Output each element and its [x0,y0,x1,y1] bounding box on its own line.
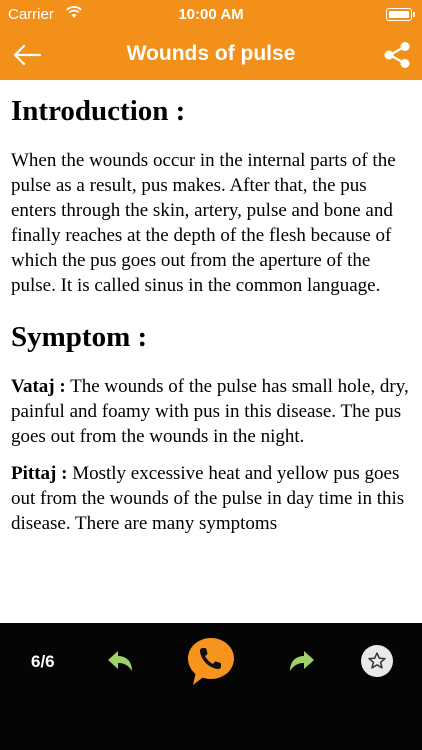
vataj-text: The wounds of the pulse has small hole, dry, painful and foamy with pus in this disease. The pus goes out from the wounds in the night. [11,376,409,447]
star-icon [367,651,387,671]
carrier-label: Carrier [8,6,54,23]
symptom-heading: Symptom : [11,321,148,353]
pittaj-paragraph [11,461,411,536]
phone-chat-icon[interactable] [187,636,235,688]
status-bar [0,0,422,30]
vataj-paragraph [11,374,411,449]
bottom-toolbar [0,623,422,750]
share-icon[interactable] [382,41,412,69]
pittaj-label: Pittaj : [11,463,68,484]
page-indicator: 6/6 [31,652,55,671]
battery-icon [386,8,412,21]
vataj-label: Vataj : [11,376,66,397]
arrow-forward-icon[interactable] [288,648,316,674]
navigation-bar [0,30,422,80]
status-time: 10:00 AM [178,6,244,23]
arrow-left-icon[interactable] [10,40,44,70]
intro-paragraph: When the wounds occur in the internal parts of the pulse as a result, pus makes. After that, the pus enters through the skin, artery, pulse and bone and finally reaches at the depth of the flesh because of which the pus goes out from the aperture of the pulse. It is called sinus in the common language. [11,150,396,296]
intro-heading: Introduction : [11,95,186,127]
favorite-button[interactable] [361,645,393,677]
article-content[interactable] [0,80,422,623]
page-title: Wounds of pulse [126,42,296,65]
arrow-back-icon[interactable] [106,648,134,674]
pittaj-text: Mostly excessive heat and yellow pus goes out from the wounds of the pulse in day time in this disease. There are many symptoms [11,463,405,534]
